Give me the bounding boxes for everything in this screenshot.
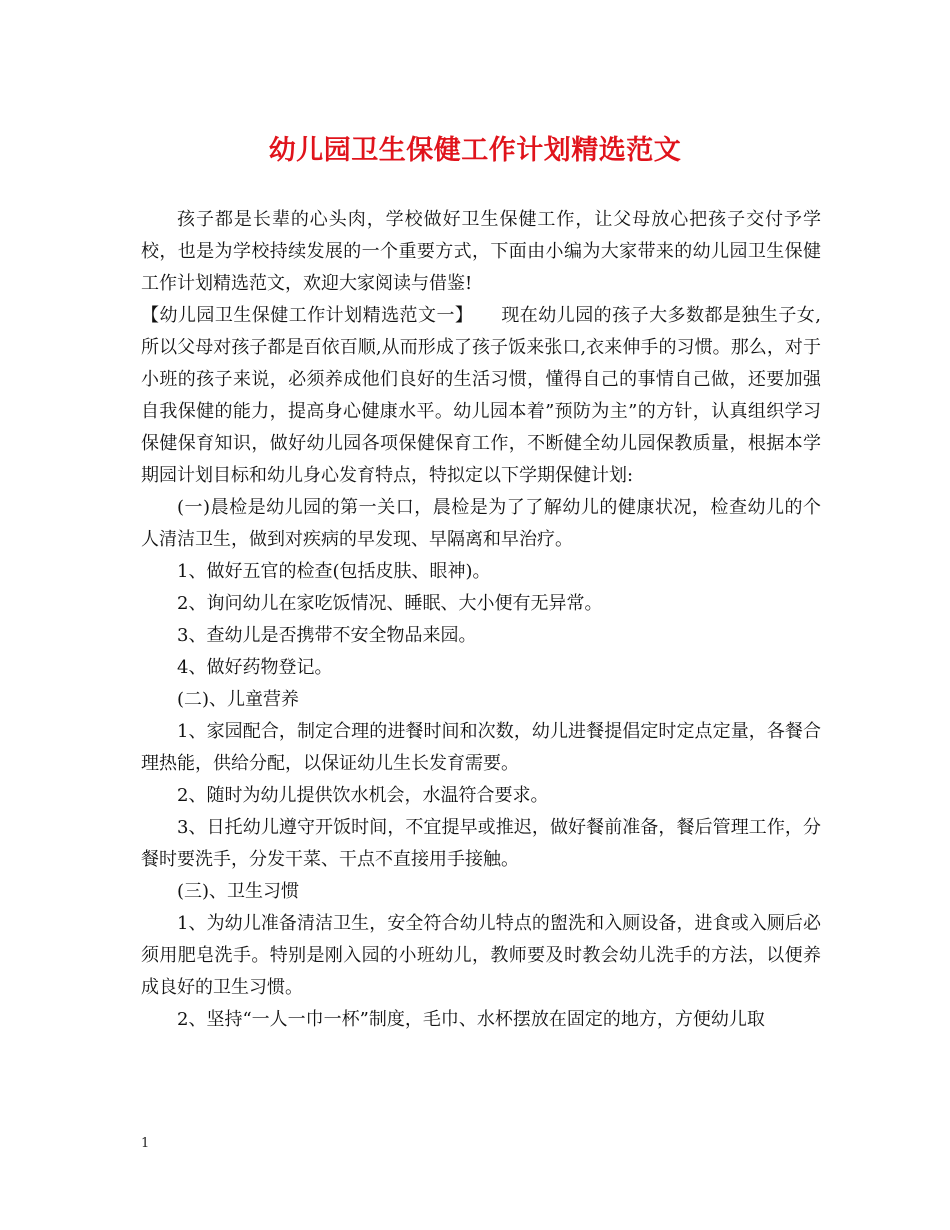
list-item: 3、查幼儿是否携带不安全物品来园。 — [177, 625, 477, 646]
list-item: 1、为幼儿准备清洁卫生，安全符合幼儿特点的盥洗和入厕设备，进食或入厕后必须用肥皂洗手。特别是刚入园的小班幼儿，教师要及时教会幼儿洗手的方法，以便养成良好的卫生习惯。 — [141, 913, 821, 998]
subsection-heading-nutrition: (二)、儿童营养 — [177, 689, 300, 710]
section-one-paragraph — [141, 300, 821, 492]
intro-paragraph: 孩子都是长辈的心头肉，学校做好卫生保健工作，让父母放心把孩子交付予学校，也是为学校持续发展的一个重要方式，下面由小编为大家带来的幼儿园卫生保健工作计划精选范文，欢迎大家阅读与借鉴! — [141, 209, 821, 294]
list-item: 1、家园配合，制定合理的进餐时间和次数，幼儿进餐提倡定时定点定量，各餐合理热能，供给分配，以保证幼儿生长发育需要。 — [141, 721, 821, 774]
morning-check-paragraph: (一)晨检是幼儿园的第一关口，晨检是为了了解幼儿的健康状况，检查幼儿的个人清洁卫生，做到对疾病的早发现、早隔离和早治疗。 — [141, 497, 821, 550]
list-item: 2、随时为幼儿提供饮水机会，水温符合要求。 — [177, 785, 549, 806]
document-title: 幼儿园卫生保健工作计划精选范文 — [268, 135, 682, 166]
list-item: 2、询问幼儿在家吃饭情况、睡眠、大小便有无异常。 — [177, 593, 603, 614]
page-number: 1 — [141, 1136, 150, 1151]
section-lead-text: 现在幼儿园的孩子大多数都是独生子女,所以父母对孩子都是百依百顺,从而形成了孩子饭来张口,衣来伸手的习惯。那么，对于小班的孩子来说，必须养成他们良好的生活习惯，懂得自己的事情自己做，还要加强自我保健的能力，提高身心健康水平。幼儿园本着”预防为主”的方针，认真组织学习保健保育知识，做好幼儿园各项保健保育工作，不断健全幼儿园保教质量，根据本学期园计划目标和幼儿身心发育特点，特拟定以下学期保健计划: — [141, 305, 821, 486]
document-body — [141, 204, 821, 1036]
list-item: 3、日托幼儿遵守开饭时间，不宜提早或推迟，做好餐前准备，餐后管理工作，分餐时要洗手，分发干菜、干点不直接用手接触。 — [141, 817, 821, 870]
list-item: 1、做好五官的检查(包括皮肤、眼神)。 — [177, 561, 491, 582]
subsection-heading-hygiene: (三)、卫生习惯 — [177, 881, 300, 902]
section-heading: 【幼儿园卫生保健工作计划精选范文一】 — [141, 305, 465, 326]
section-gap — [464, 305, 501, 326]
list-item: 4、做好药物登记。 — [177, 657, 333, 678]
list-item: 2、坚持“一人一巾一杯”制度，毛巾、水杯摆放在固定的地方，方便幼儿取 — [177, 1009, 765, 1030]
